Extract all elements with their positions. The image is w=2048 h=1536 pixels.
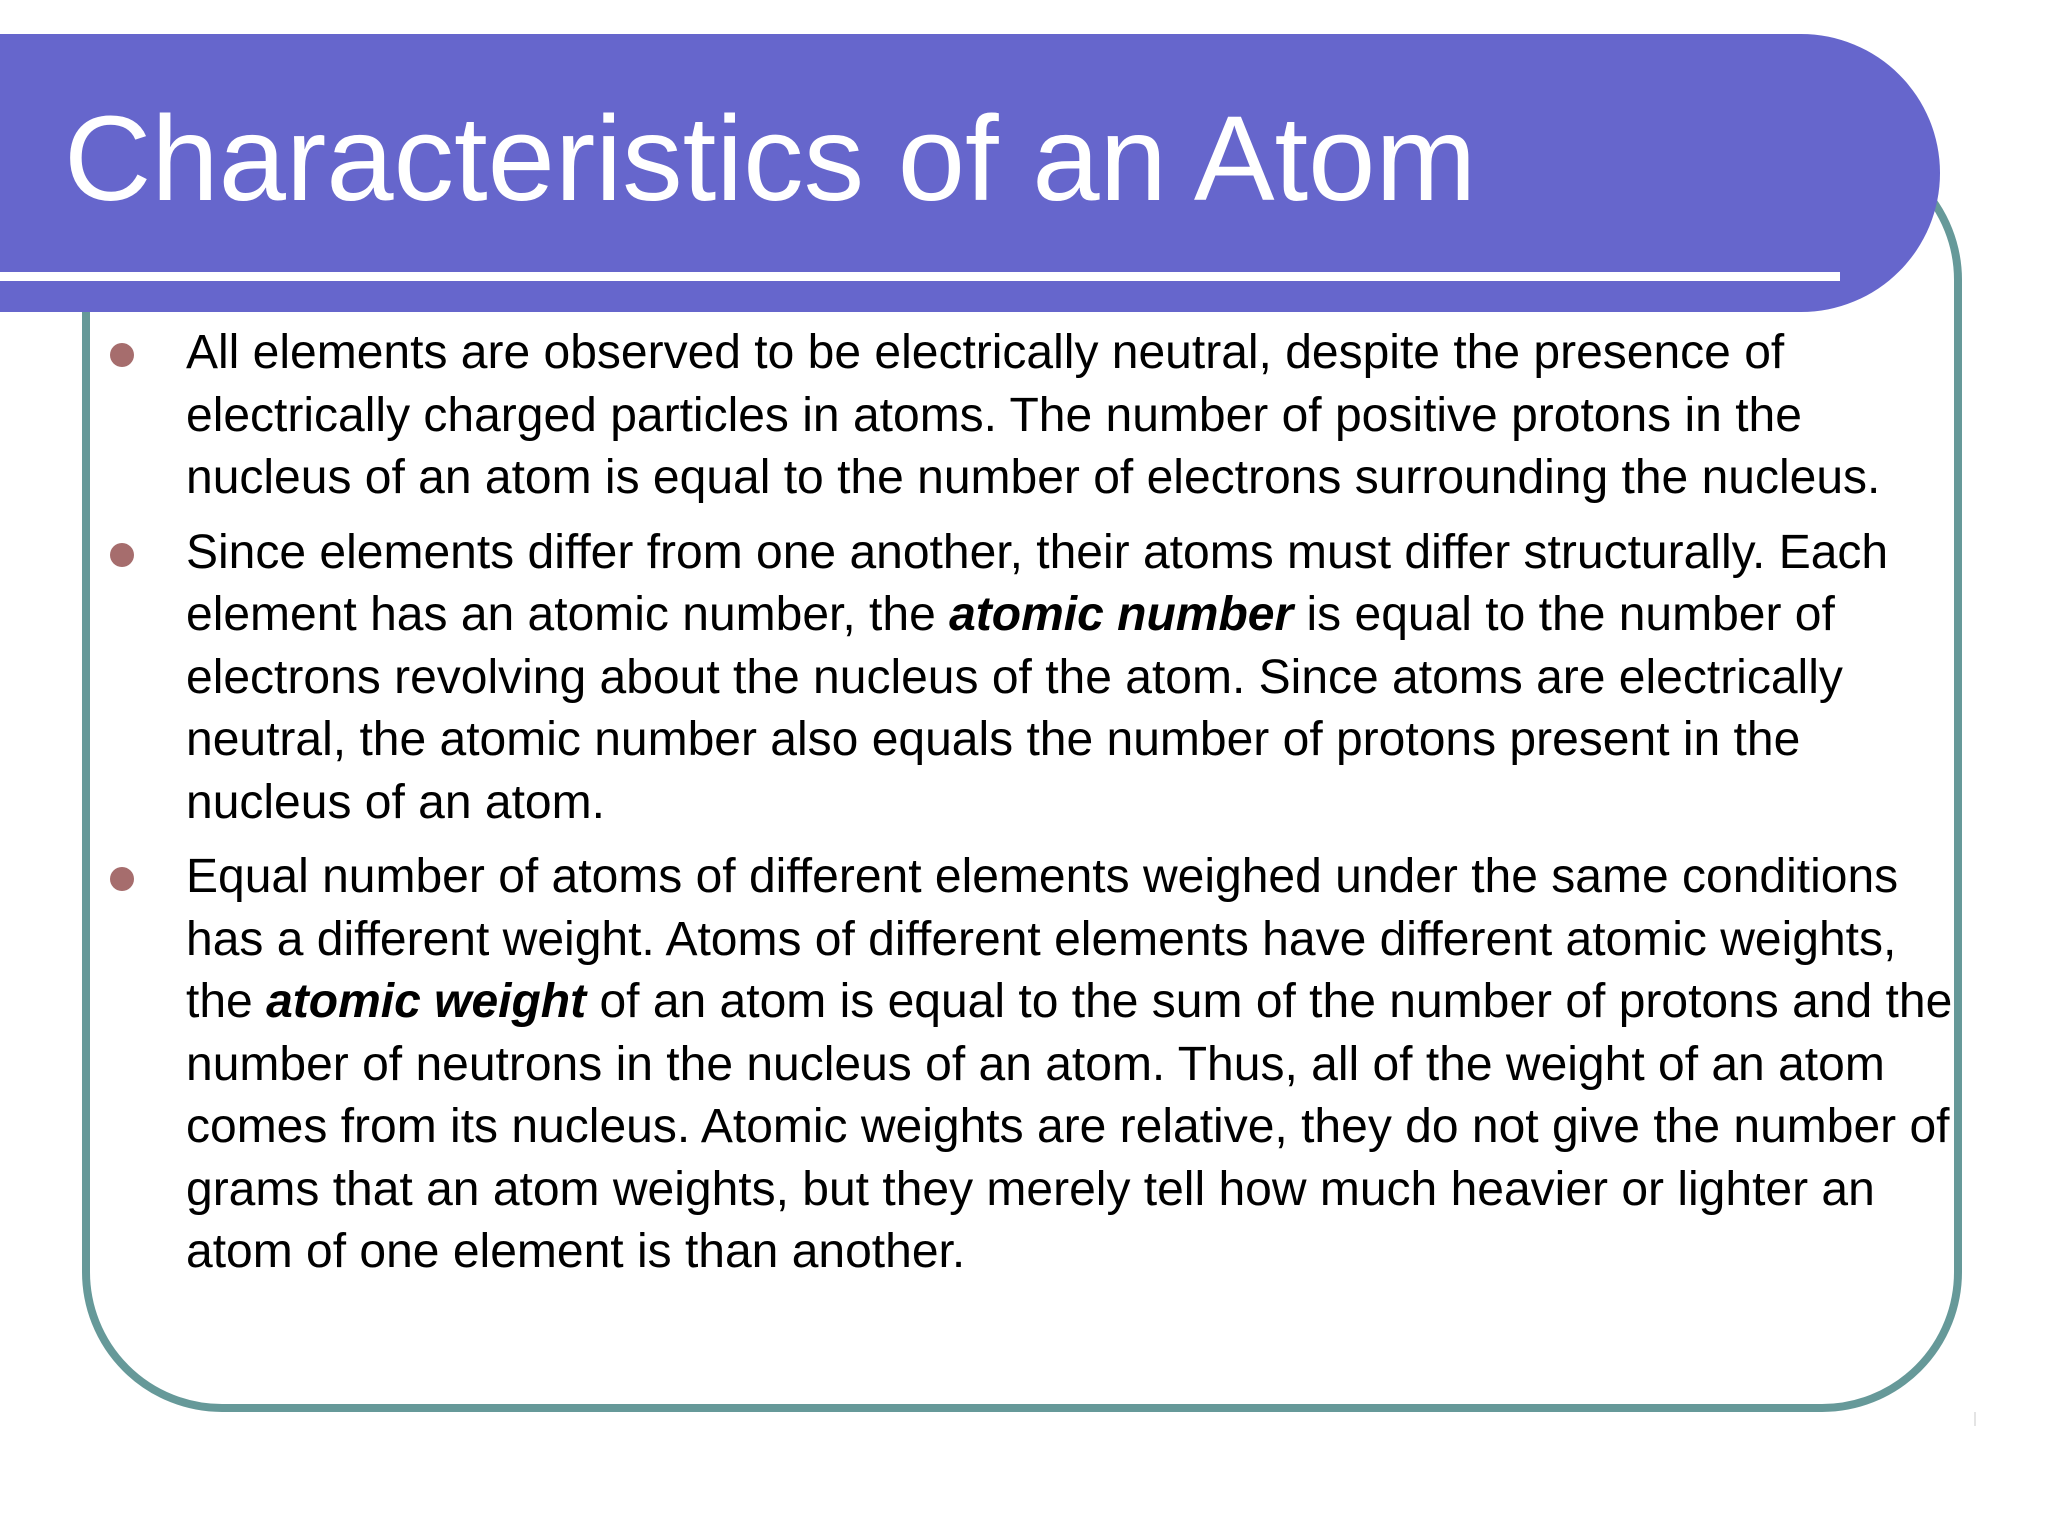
bullet-item-atomic-number [186,522,1976,835]
bullet-item-atomic-weight [186,846,1976,1284]
term-atomic-weight: atomic weight [266,975,587,1028]
bullet-text-continued: is equal to the number of electrons revolving about the nucleus of the atom. Since atoms are electrically neutral, the atomic number also equals the number of protons present in the nucleus of an atom. [186,588,1843,829]
bullet-text: Since elements differ from one another, their atoms must differ structurally. Each element has an atomic number, the [186,525,1889,641]
bullet-dot-icon [110,867,134,891]
bullet-dot-icon [110,343,134,367]
bullet-text: Equal number of atoms of different elements weighed under the same conditions has a different weight. Atoms of different elements have different atomic weights, the [186,850,1899,1028]
bullet-dot-icon [110,543,134,567]
bullet-text-continued: of an atom is equal to the sum of the number of protons and the number of neutrons in the nucleus of an atom. Thus, all of the weight of an atom comes from its nucleus. Atomic weights are relative, they do not give the number of grams that an atom weights, but they merely tell how much heavier or lighter an atom of one element is than another. [186,975,1953,1278]
term-atomic-number: atomic number [949,588,1294,641]
slide-number-mark [1974,1412,1976,1426]
bullet-text: All elements are observed to be electrically neutral, despite the presence of electrically charged particles in atoms. The number of positive protons in the nucleus of an atom is equal to the number of electrons surrounding the nucleus. [186,326,1881,504]
bullet-list [186,322,1976,1296]
slide-title: Characteristics of an Atom [64,90,1477,226]
title-underline [0,272,1840,281]
bullet-item-neutrality [186,322,1976,510]
